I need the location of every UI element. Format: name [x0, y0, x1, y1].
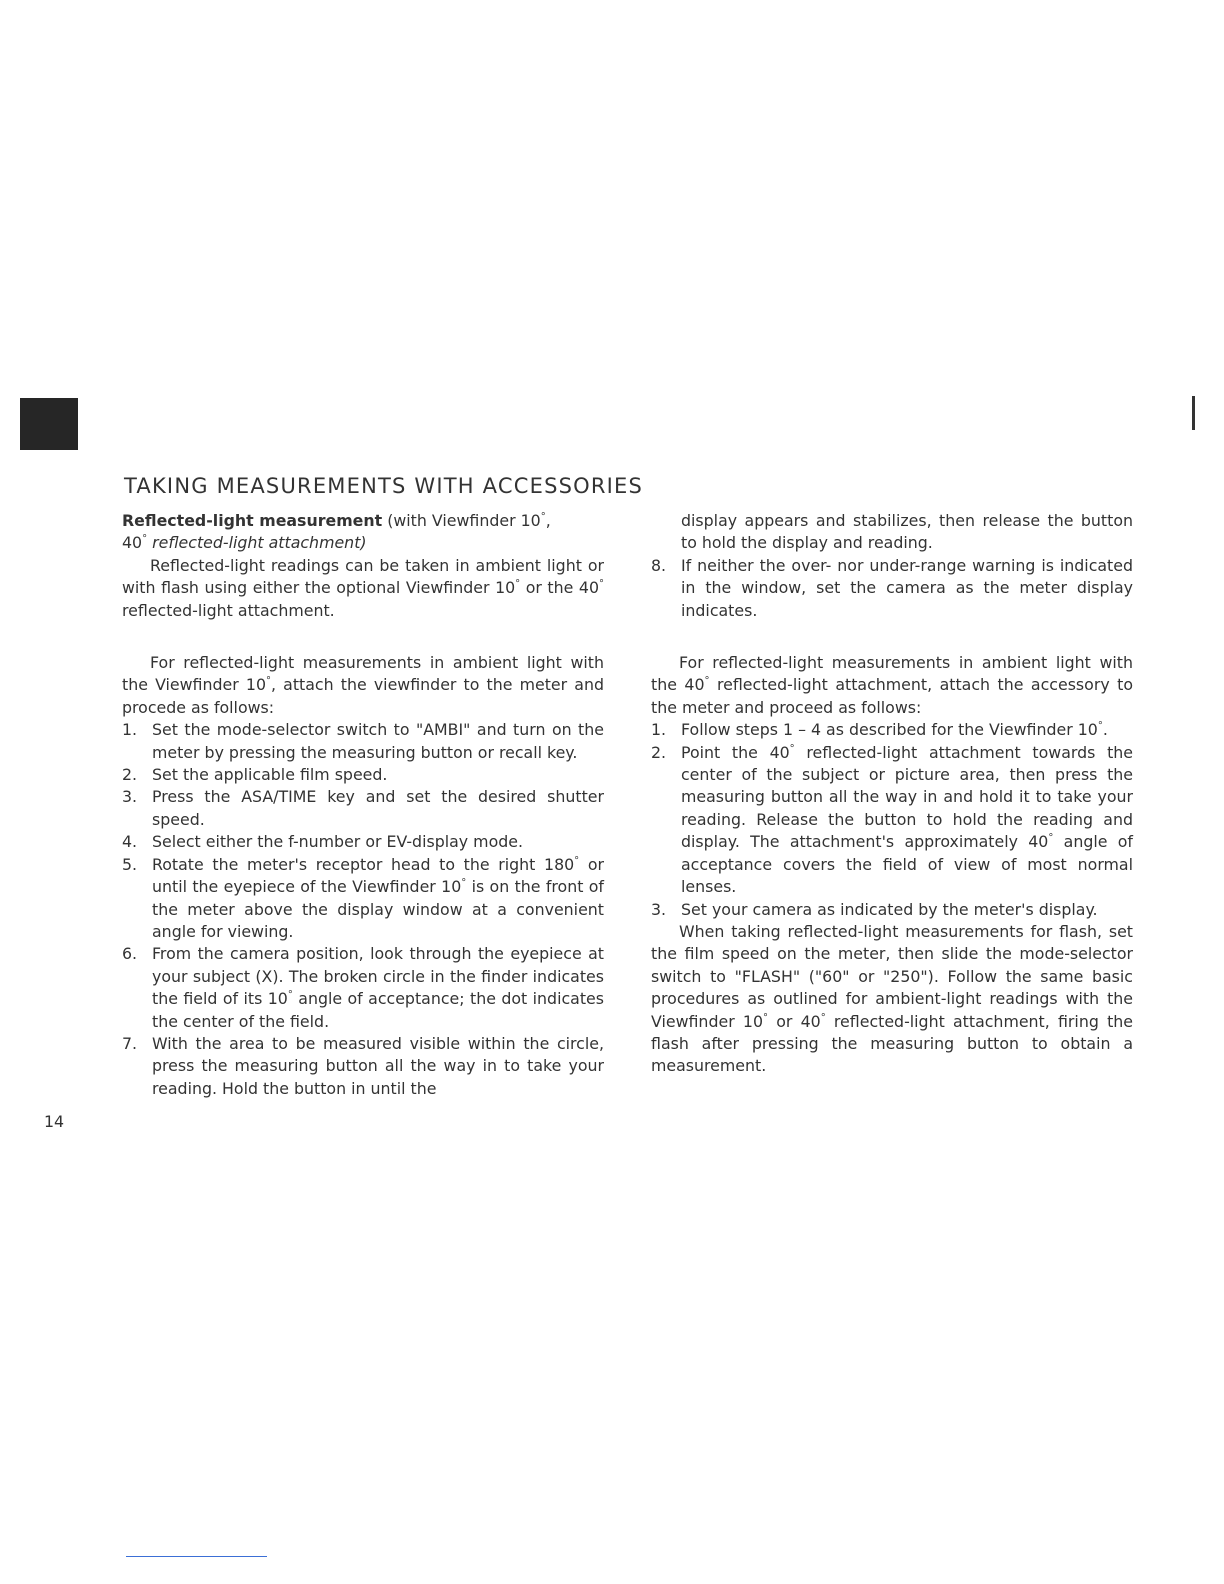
subsection-title-text: 40: [122, 533, 143, 553]
flash-paragraph: [651, 921, 1133, 1078]
viewfinder-steps-list-continued: [651, 555, 1133, 622]
viewfinder-steps-list: [122, 719, 604, 1100]
paragraph-text: When taking reflected-light measurements for flash, set the film speed on the meter, then slide the mode-selector switch to "FLASH" ("60" or "250"). Follow the same basic procedures as outlined for ambient-light readings with the Viewfinder 10: [651, 921, 1133, 1031]
list-item: [122, 943, 604, 1033]
step-text: or until the eyepiece of the Viewfinder 10: [152, 854, 604, 897]
degree-sign: °: [1048, 833, 1054, 845]
right-column: [651, 510, 1133, 1078]
intro-paragraph: [122, 555, 604, 622]
degree-sign: °: [789, 743, 795, 755]
bottom-rule: [126, 1556, 267, 1557]
degree-sign: °: [763, 1012, 769, 1024]
degree-sign: °: [142, 534, 148, 546]
step-number: 4.: [122, 832, 138, 852]
degree-sign: °: [515, 578, 521, 590]
step-number: 1.: [651, 720, 667, 740]
step-number: 6.: [122, 944, 138, 964]
step-text: Press the ASA/TIME key and set the desired shutter speed.: [152, 787, 604, 829]
step-number: 2.: [651, 742, 667, 762]
section-edge-tab: [20, 398, 78, 450]
paragraph-text: For reflected-light measurements in ambient light with the Viewfinder 10: [122, 653, 604, 695]
intro-text: reflected-light attachment.: [122, 600, 335, 620]
step-number: 7.: [122, 1033, 138, 1053]
list-item: [122, 786, 604, 831]
list-item: [651, 719, 1133, 741]
step-number: 8.: [651, 555, 667, 575]
list-item: [122, 764, 604, 786]
step-text: Select either the f-number or EV-display mode.: [152, 832, 523, 852]
step-text: .: [1102, 720, 1108, 740]
list-item: [122, 854, 604, 944]
viewfinder-intro-paragraph: [122, 652, 604, 719]
intro-text: Reflected-light readings can be taken in ambient light or with flash using either the optional Viewfinder 10: [122, 555, 604, 598]
step-text: Follow steps 1 – 4 as described for the Viewfinder 10: [681, 720, 1098, 740]
step-number: 1.: [122, 720, 138, 740]
degree-sign: °: [574, 855, 580, 867]
degree-sign: °: [287, 989, 293, 1001]
step-text: is on the front of the meter above the display window at a convenient angle for viewing.: [152, 877, 604, 941]
attachment-steps-list: [651, 719, 1133, 921]
intro-text: or the 40: [520, 578, 600, 598]
degree-sign: °: [599, 578, 605, 590]
step-text: Set your camera as indicated by the meter's display.: [681, 899, 1098, 919]
degree-sign: °: [704, 676, 710, 688]
list-item: [122, 719, 604, 764]
step-text: Set the mode-selector switch to "AMBI" and turn on the meter by pressing the measuring button or recall key.: [152, 720, 604, 762]
list-item: [651, 555, 1133, 622]
step-number: 2.: [122, 765, 138, 785]
step-number: 3.: [122, 787, 138, 807]
degree-sign: °: [1097, 720, 1103, 732]
paragraph-text: , attach the viewfinder to the meter and procede as follows:: [122, 675, 605, 717]
subsection-title-text: ,: [545, 511, 551, 530]
step-number: 5.: [122, 854, 138, 874]
paragraph-text: reflected-light attachment, firing the flash after pressing the measuring button to obtain a measurement.: [651, 1011, 1133, 1076]
step-text: With the area to be measured visible within the circle, press the measuring button all the way in to take your reading. Hold the button in until the: [152, 1033, 604, 1098]
degree-sign: °: [461, 877, 467, 889]
subsection-lead: Reflected-light measurement: [122, 511, 383, 530]
edge-mark: [1192, 396, 1195, 430]
step-number: 3.: [651, 899, 667, 919]
step-text: From the camera position, look through the eyepiece at your subject (X). The broken circle in the finder indicates the field of its 10: [152, 944, 604, 1009]
degree-sign: °: [820, 1012, 826, 1024]
paragraph-text: For reflected-light measurements in ambient light with the 40: [651, 653, 1133, 695]
step-text: Set the applicable film speed.: [152, 765, 388, 785]
step-text: If neither the over- nor under-range warning is indicated in the window, set the camera as the meter display indicates.: [681, 555, 1133, 620]
step-text: angle of acceptance covers the field of view of most normal lenses.: [681, 832, 1133, 897]
degree-sign: °: [266, 676, 272, 688]
step-text: angle of acceptance; the dot indicates the center of the field.: [152, 989, 604, 1031]
step-7-continuation: display appears and stabilizes, then release the button to hold the display and reading.: [681, 511, 1133, 553]
list-item: [122, 831, 604, 853]
list-item: [122, 1033, 604, 1100]
step-text: Rotate the meter's receptor head to the right 180: [152, 854, 575, 874]
degree-sign: °: [540, 511, 546, 523]
subsection-title-text: reflected-light attachment): [147, 533, 367, 553]
step-text: Point the 40: [681, 742, 790, 762]
left-column: [122, 510, 604, 1100]
section-heading: TAKING MEASUREMENTS WITH ACCESSORIES: [124, 474, 644, 499]
list-item: [651, 899, 1133, 921]
paragraph-text: reflected-light attachment, attach the accessory to the meter and proceed as follows:: [651, 675, 1134, 717]
subsection-title-text: (with Viewfinder 10: [382, 511, 541, 530]
step-text: reflected-light attachment towards the center of the subject or picture area, then press the measuring button all the way in and hold it to take your reading. Release the button to hold the reading and display. The attachment's approximately 40: [681, 742, 1133, 852]
subsection-title: [122, 510, 604, 555]
paragraph-text: or 40: [768, 1011, 821, 1031]
attachment-intro-paragraph: [651, 652, 1133, 719]
list-item: [651, 742, 1133, 899]
page-number: 14: [44, 1112, 65, 1131]
